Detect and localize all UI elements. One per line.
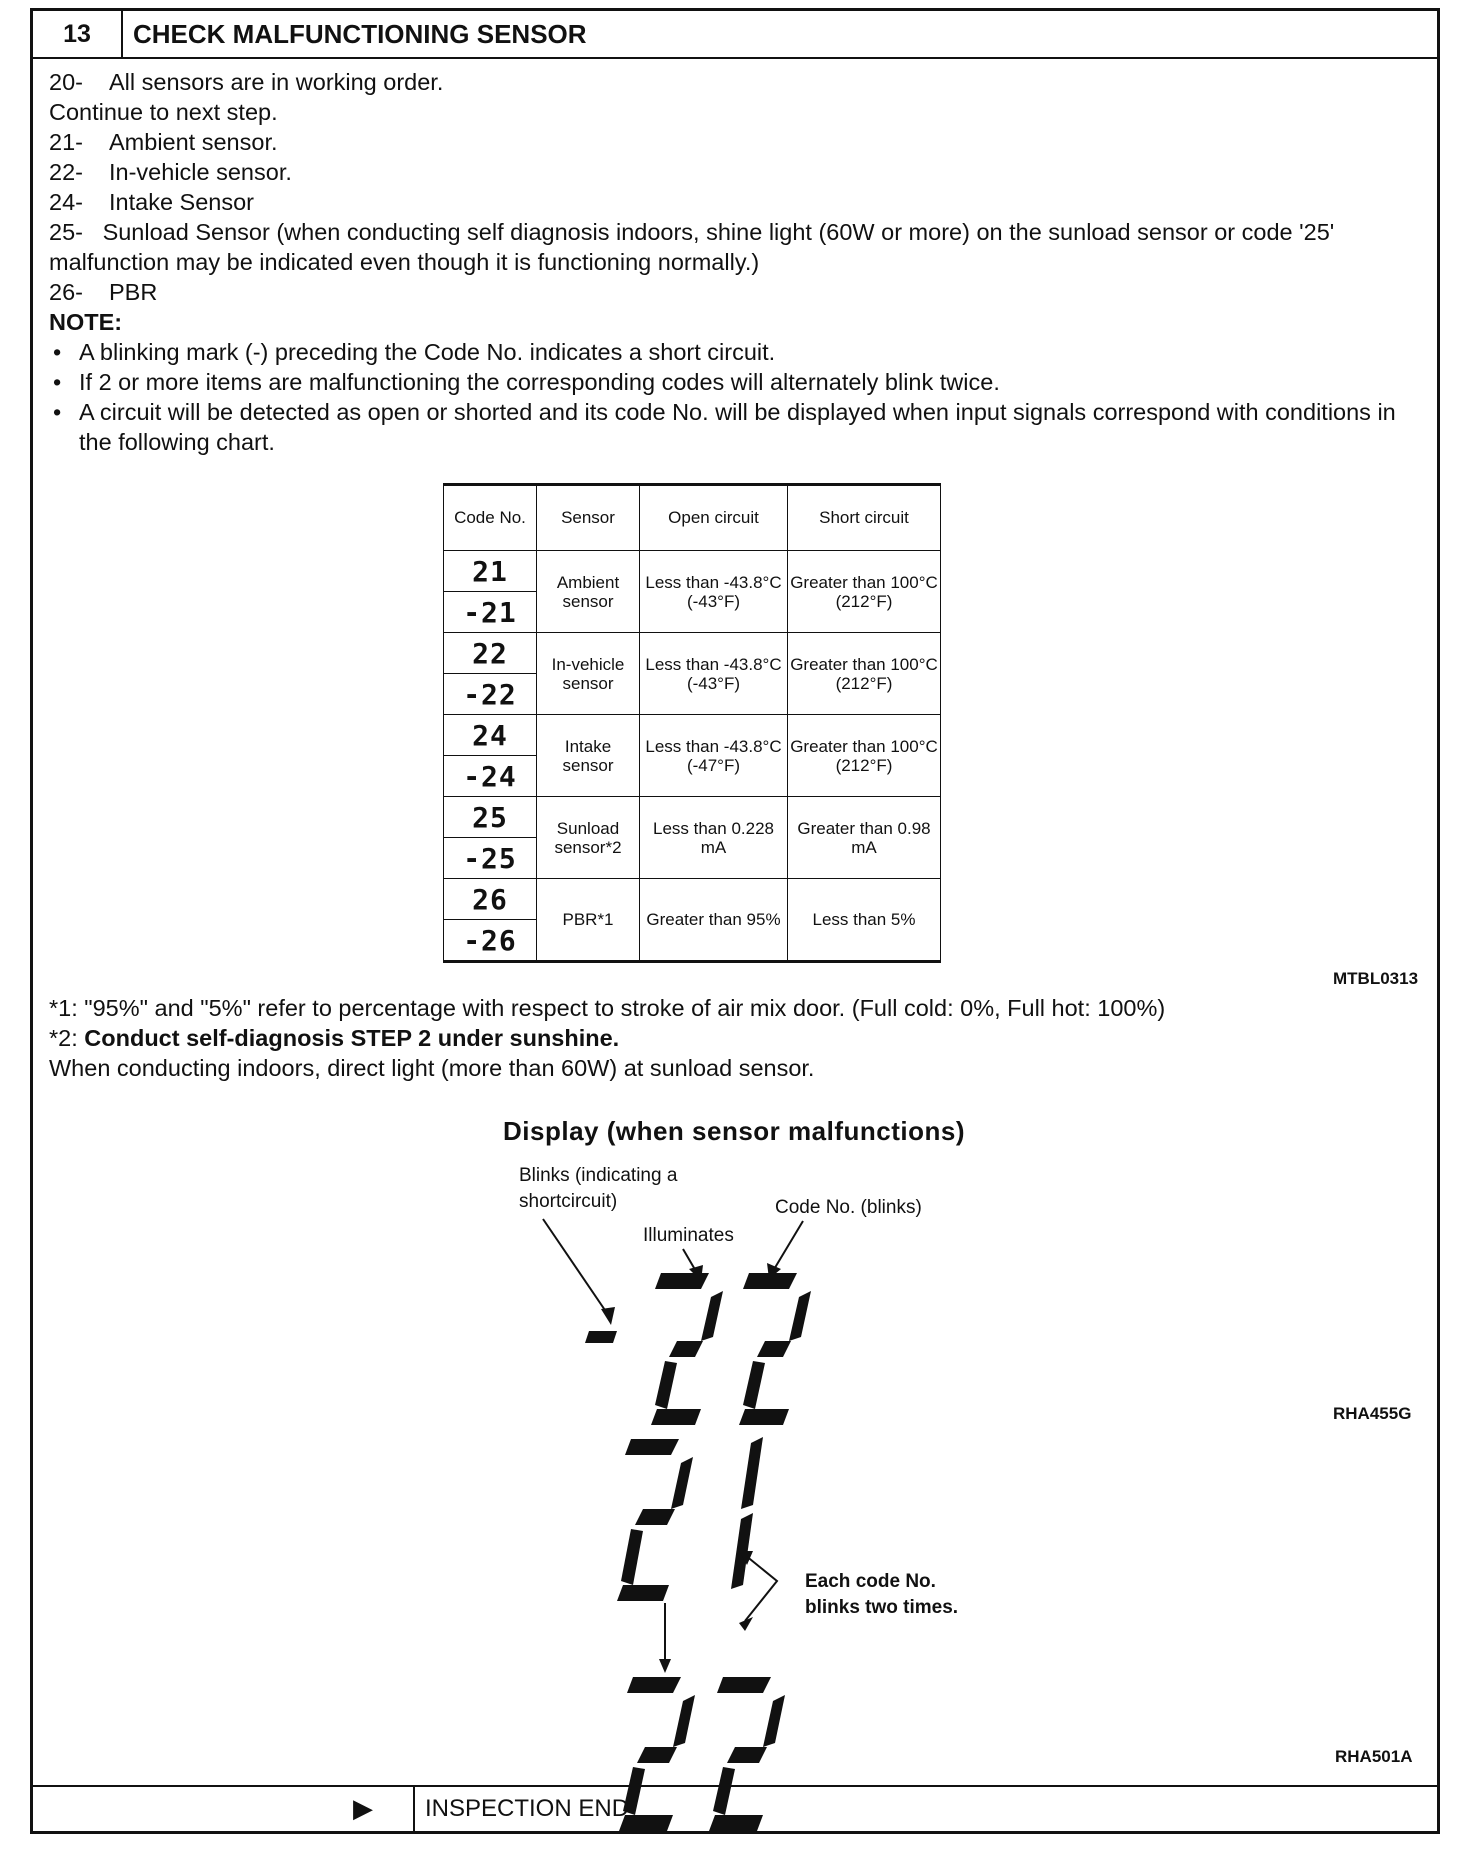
- brace-each: [745, 1555, 777, 1621]
- neg-code-cell: -24: [444, 756, 537, 797]
- footer-bar: [33, 1785, 1437, 1831]
- display-top: [585, 1273, 811, 1425]
- open-cell: Less than -43.8°C (-43°F): [640, 551, 788, 633]
- code-cell: 21: [444, 551, 537, 592]
- neg-code-cell: -26: [444, 920, 537, 962]
- diagram-ref-1: RHA455G: [1333, 1404, 1412, 1423]
- label-blinks: Blinks (indicating a shortcircuit): [519, 1165, 678, 1212]
- short-cell: Greater than 100°C (212°F): [788, 551, 941, 633]
- segment-display-diagram: [33, 11, 1443, 1837]
- sensor-cell: Intake sensor: [537, 715, 640, 797]
- label-code-no: Code No. (blinks): [775, 1197, 922, 1218]
- footnote-1: *1: "95%" and "5%" refer to percentage with respect to stroke of air mix door. (Full cold: 0%, Full hot: 100%): [49, 995, 1166, 1021]
- item-22: 22- In-vehicle sensor.: [49, 159, 292, 185]
- item-21: 21- Ambient sensor.: [49, 129, 278, 155]
- next-arrow-icon: ▶: [353, 1793, 373, 1823]
- item-continue: Continue to next step.: [49, 99, 278, 125]
- note-item: • If 2 or more items are malfunctioning the corresponding codes will alternately blink twice.: [53, 369, 1000, 395]
- inspection-end: INSPECTION END: [425, 1795, 630, 1822]
- note-item: • A circuit will be detected as open or shorted and its code No. will be displayed when input signals correspond with conditions in the following chart.: [53, 399, 1396, 455]
- short-cell: Greater than 0.98 mA: [788, 797, 941, 879]
- open-cell: Less than 0.228 mA: [640, 797, 788, 879]
- footer-divider: [413, 1787, 415, 1831]
- label-illuminates: Illuminates: [643, 1225, 734, 1246]
- label-each-code: Each code No. blinks two times.: [805, 1571, 959, 1618]
- col-open: Open circuit: [640, 485, 788, 551]
- col-sensor: Sensor: [537, 485, 640, 551]
- diagram-title: Display (when sensor malfunctions): [503, 1116, 965, 1146]
- short-cell: Greater than 100°C (212°F): [788, 633, 941, 715]
- item-20: 20- All sensors are in working order.: [49, 69, 444, 95]
- leader-blinks: [543, 1219, 611, 1319]
- note-label: NOTE:: [49, 309, 123, 335]
- note-item: • A blinking mark (-) preceding the Code No. indicates a short circuit.: [53, 339, 776, 365]
- open-cell: Greater than 95%: [640, 879, 788, 962]
- item-26: 26- PBR: [49, 279, 158, 305]
- code-cell: 26: [444, 879, 537, 920]
- page-frame: [30, 8, 1440, 1834]
- footnote-2: *2: Conduct self-diagnosis STEP 2 under sunshine.: [49, 1025, 620, 1051]
- diagram-ref-2: RHA501A: [1335, 1747, 1413, 1766]
- col-code: Code No.: [444, 485, 537, 551]
- code-cell: 24: [444, 715, 537, 756]
- step-title: CHECK MALFUNCTIONING SENSOR: [133, 19, 587, 49]
- sensor-cell: Ambient sensor: [537, 551, 640, 633]
- neg-code-cell: -22: [444, 674, 537, 715]
- open-cell: Less than -43.8°C (-43°F): [640, 633, 788, 715]
- code-cell: 22: [444, 633, 537, 674]
- sensor-cell: PBR*1: [537, 879, 640, 962]
- leader-code: [773, 1221, 803, 1271]
- short-cell: Less than 5%: [788, 879, 941, 962]
- open-cell: Less than -43.8°C (-47°F): [640, 715, 788, 797]
- item-24: 24- Intake Sensor: [49, 189, 255, 215]
- short-cell: Greater than 100°C (212°F): [788, 715, 941, 797]
- table-ref: MTBL0313: [1333, 969, 1419, 988]
- neg-code-cell: -21: [444, 592, 537, 633]
- display-middle: [617, 1437, 763, 1601]
- footnote-3: When conducting indoors, direct light (more than 60W) at sunload sensor.: [49, 1055, 815, 1081]
- neg-code-cell: -25: [444, 838, 537, 879]
- code-cell: 25: [444, 797, 537, 838]
- sensor-cell: In-vehicle sensor: [537, 633, 640, 715]
- sensor-cell: Sunload sensor*2: [537, 797, 640, 879]
- step-number: 13: [33, 11, 123, 57]
- item-25: 25- Sunload Sensor (when conducting self diagnosis indoors, shine light (60W or more) on the sunload sensor or code '25' malfunction may be indicated even though it is functioning normally.): [49, 219, 1335, 275]
- col-short: Short circuit: [788, 485, 941, 551]
